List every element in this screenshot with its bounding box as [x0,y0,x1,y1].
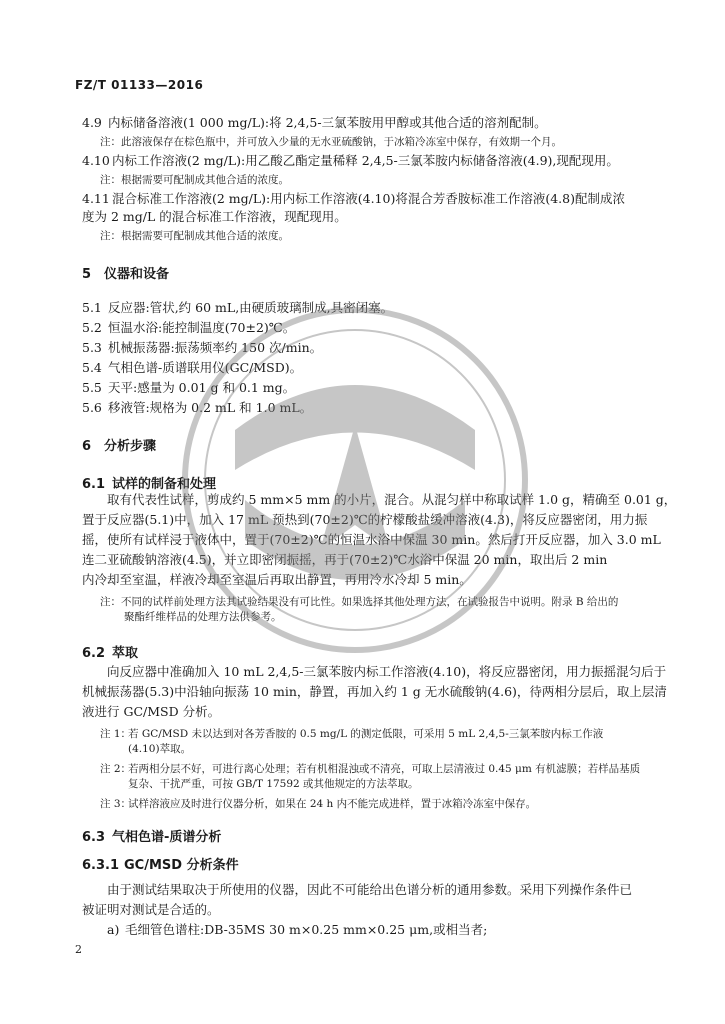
clause-4-9: 4.9 内标储备溶液(1 000 mg/L):将 2,4,5-三氯苯胺用甲醇或其他合适的溶剂配制。 [82,115,547,130]
note-6-2-3: 注 3：试样溶液应及时进行仪器分析，如果在 24 h 内不能完成进样，置于冰箱冷冻室中保存。 [100,798,537,810]
note-6-1-line-1: 注：不同的试样前处理方法其试验结果没有可比性。如果选择其他处理方法，在试验报告中说明。附录 B 给出的 [100,596,619,608]
note-6-2-1-line-2: (4.10)萃取。 [128,743,192,755]
document-code: FZ/T 01133—2016 [75,78,204,92]
para-6-1-line-2: 置于反应器(5.1)中，加入 17 mL 预热到(70±2)℃的柠檬酸盐缓冲溶液(4.3)，将反应器密闭，用力振 [82,512,648,527]
para-6-2-line-3: 液进行 GC/MSD 分析。 [82,704,221,719]
para-6-1-line-4: 连二亚硫酸钠溶液(4.5)，并立即密闭振摇，再于(70±2)℃水浴中保温 20 min，取出后 2 min [82,552,608,567]
subsection-6-1-heading: 6.1 试样的制备和处理 [82,477,217,492]
para-6-1-line-5: 内冷却至室温，样液冷却至室温后再取出静置，再用冷水冷却 5 min。 [82,572,472,587]
seal-upper-band [235,385,475,470]
para-6-1-line-3: 摇，使所有试样浸于液体中，置于(70±2)℃的恒温水浴中保温 30 min。然后打开反应器，加入 3.0 mL [82,532,661,547]
subsection-6-3-1-heading: 6.3.1 GC/MSD 分析条件 [82,858,239,873]
para-6-2-line-2: 机械振荡器(5.3)中沿轴向振荡 10 min，静置，再加入约 1 g 无水硫酸钠(4.6)，待两相分层后，取上层清 [82,684,667,699]
clause-5-4: 5.4 气相色谱-质谱联用仪(GC/MSD)。 [82,360,303,375]
note-6-2-2-line-1: 注 2：若两相分层不好，可进行离心处理；若有机相混浊或不清亮，可取上层清液过 0.45 μm 有机滤膜；若样品基质 [100,763,641,775]
note-4-11: 注：根据需要可配制成其他合适的浓度。 [100,230,289,242]
para-6-1-line-1: 取有代表性试样，剪成约 5 mm×5 mm 的小片，混合。从混匀样中称取试样 1.0 g，精确至 0.01 g， [107,492,677,507]
clause-4-11: 4.11 混合标准工作溶液(2 mg/L):用内标工作溶液(4.10)将混合芳香胺标准工作溶液(4.8)配制成浓 [82,191,625,206]
section-5-heading: 5 仪器和设备 [82,267,170,282]
note-4-10: 注：根据需要可配制成其他合适的浓度。 [100,174,289,186]
clause-5-6: 5.6 移液管:规格为 0.2 mL 和 1.0 mL。 [82,400,313,415]
page-number: 2 [75,943,82,956]
clause-4-10: 4.10 内标工作溶液(2 mg/L):用乙酸乙酯定量稀释 2,4,5-三氯苯胺内标储备溶液(4.9),现配现用。 [82,153,619,168]
clause-5-5: 5.5 天平:感量为 0.01 g 和 0.1 mg。 [82,380,296,395]
clause-5-1: 5.1 反应器:管状,约 60 mL,由硬质玻璃制成,具密闭塞。 [82,300,394,315]
clause-5-3: 5.3 机械振荡器:振荡频率约 150 次/min。 [82,340,323,355]
note-6-2-1-line-1: 注 1：若 GC/MSD 未以达到对各芳香胺的 0.5 mg/L 的测定低限，可采用 5 mL 2,4,5-三氯苯胺内标工作液 [100,728,604,740]
subsection-6-3-heading: 6.3 气相色谱-质谱分析 [82,830,222,845]
para-6-3-1-line-1: 由于测试结果取决于所使用的仪器，因此不可能给出色谱分析的通用参数。采用下列操作条件已 [107,882,633,897]
clause-4-11-cont: 度为 2 mg/L 的混合标准工作溶液，现配现用。 [82,209,347,224]
note-4-9: 注：此溶液保存在棕色瓶中，并可放入少量的无水亚硫酸钠，于冰箱冷冻室中保存，有效期一个月。 [100,136,562,148]
clause-5-2: 5.2 恒温水浴:能控制温度(70±2)℃。 [82,320,296,335]
note-6-1-line-2: 聚酯纤维样品的处理方法供参考。 [124,611,282,623]
note-6-2-2-line-2: 复杂、干扰严重，可按 GB/T 17592 或其他规定的方法萃取。 [128,778,419,790]
subsection-6-2-heading: 6.2 萃取 [82,646,139,661]
para-6-2-line-1: 向反应器中准确加入 10 mL 2,4,5-三氯苯胺内标工作溶液(4.10)，将反应器密闭，用力振摇混匀后于 [107,664,667,679]
para-6-3-1-line-2: 被证明对测试是合适的。 [82,902,220,917]
section-6-heading: 6 分析步骤 [82,439,157,454]
item-a: a) 毛细管色谱柱:DB-35MS 30 m×0.25 mm×0.25 μm,或相当者; [107,922,488,937]
